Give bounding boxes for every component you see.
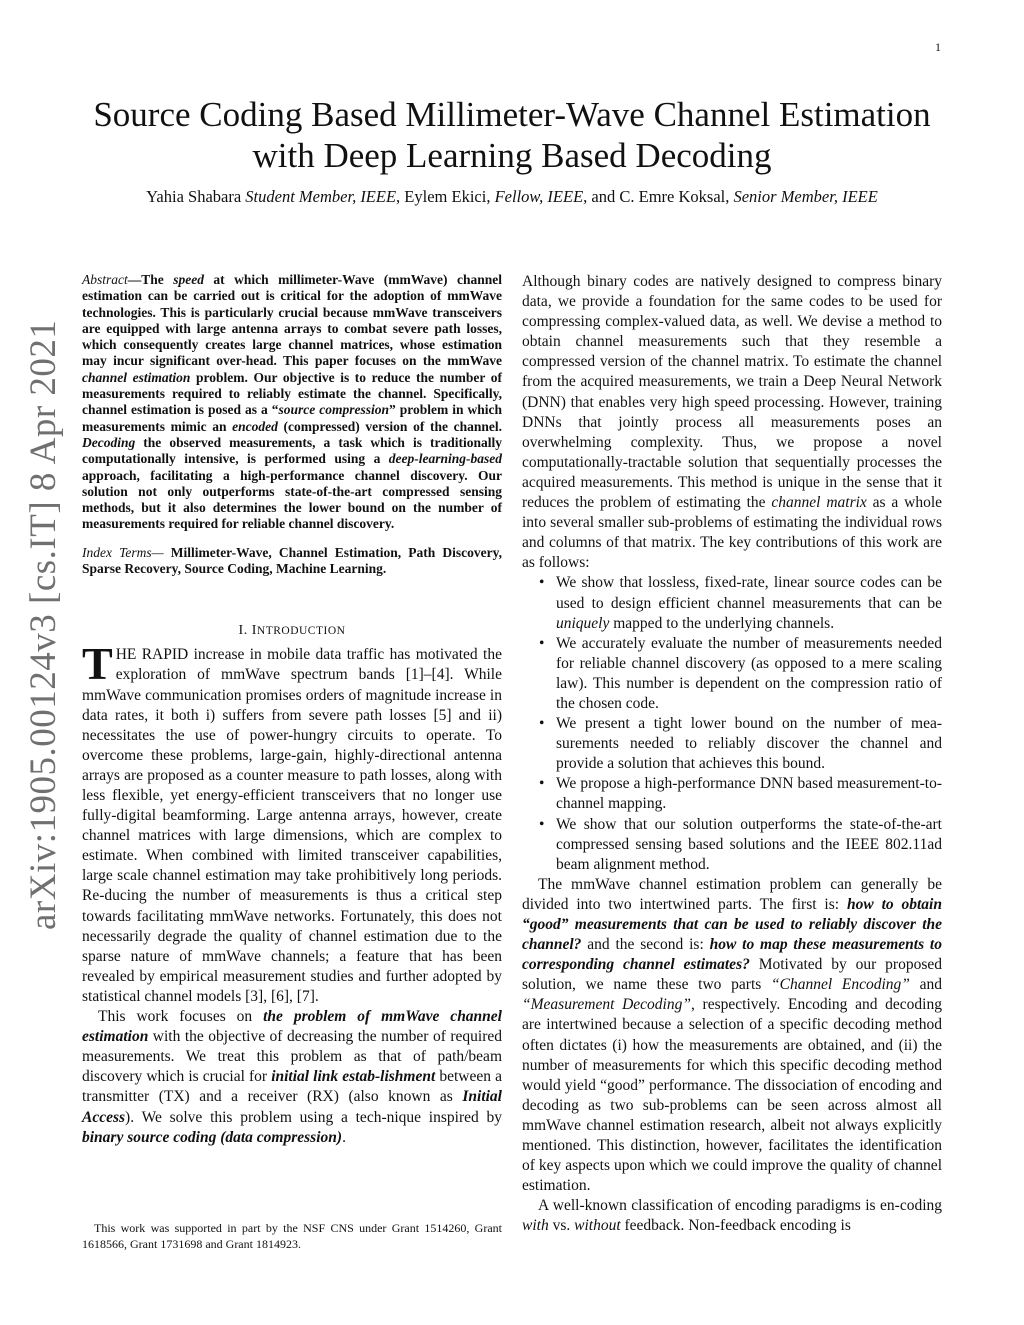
body-paragraph: A well-known classification of encoding paradigms is en-coding with vs. without feedback. Non-feedback encoding is bbox=[522, 1197, 942, 1235]
abstract-label: Abstract bbox=[82, 272, 128, 287]
list-item: • We show that lossless, fixed-rate, linear source codes can be used to design efficient channel measurements that can be uniquely mapped to the underlying channels. bbox=[539, 574, 942, 632]
index-terms-label: Index Terms— bbox=[82, 544, 164, 560]
contribution-list bbox=[522, 573, 942, 874]
bullet-icon: • bbox=[539, 775, 545, 793]
left-column bbox=[82, 272, 502, 1148]
intro-paragraph: THE RAPID increase in mobile data traffic has motivated the exploration of mmWave spectrum bands [1]–[4]. While mmWave communication promises orders of magnitude increase in data rates, it both i) suffers from severe path losses [5] and ii) necessitates the use of power-hungry circuits to operate. To overcome these problems, large-gain, highly-directional antenna arrays are proposed as a counter measure to path losses, along with less flexible, yet energy-efficient transceivers that no longer use fully-digital beamforming. Large antenna arrays, however, create channel matrices with large dimensions, which are complex to estimate. When combined with limited transceiver capabilities, large scale channel estimation may take prohibitively long periods. Re-ducing the number of measurements is thus a critical step towards facilitating mmWave networks. Fortunately, this does not necessarily degrade the quality of channel estimation due to the sparse nature of mmWave channels; a feature that has been revealed by empirical measurement studies and further adopted by statistical channel models [3], [6], [7]. bbox=[82, 638, 502, 1005]
list-item: • We accurately evaluate the number of measurements needed for reliable channel discovery (as opposed to a mere scaling law). This number is dependent on the compression ratio of the chosen code. bbox=[539, 634, 942, 712]
bullet-icon: • bbox=[539, 574, 545, 592]
list-item: • We show that our solution outperforms the state-of-the-art compressed sensing based solutions and the IEEE 802.11ad beam alignment method. bbox=[539, 815, 942, 873]
right-column bbox=[522, 272, 942, 1237]
paper-title: Source Coding Based Millimeter-Wave Channel Estimation with Deep Learning Based Decoding bbox=[93, 95, 931, 175]
list-item: • We present a tight lower bound on the number of mea-surements needed to reliably discover the channel and provide a solution that achieves this bound. bbox=[539, 715, 942, 773]
author-list bbox=[40, 187, 984, 207]
author-role: Senior Member, IEEE bbox=[733, 187, 878, 206]
body-paragraph: Although binary codes are natively designed to compress binary data, we provide a foundation for the same codes to be used for compressing complex-valued data, as well. We devise a method to obtain channel measurements such that they resemble a compressed version of the channel matrix. To estimate the channel from the acquired measurements, we train a Deep Neural Network (DNN) that enables very high speed processing. However, training DNNs that jointly process all measurements poses an overwhelming complexity. Thus, we propose a novel computationally-tractable solution that sequentially processes the acquired measurements. This method is unique in the sense that it reduces the problem of estimating the channel matrix as a whole into several smaller sub-problems of estimating the individual rows and columns of that matrix. The key contributions of this work are as follows: bbox=[522, 273, 942, 572]
author-name: , Eylem Ekici, bbox=[396, 187, 491, 206]
author-role: Fellow, IEEE bbox=[494, 187, 584, 206]
arxiv-stamp: arXiv:1905.00124v3 [cs.IT] 8 Apr 2021 bbox=[23, 319, 64, 930]
section-heading: I. INTRODUCTION bbox=[238, 623, 346, 639]
intro-paragraph: This work focuses on the problem of mmWave channel estimation with the objective of decreasing the number of required measurements. We treat this problem as that of path/beam discovery which is crucial for initial link estab-lishment between a transmitter (TX) and a receiver (RX) (also known as Initial Access). We solve this problem using a tech-nique inspired by binary source coding (data compression). bbox=[82, 1008, 502, 1146]
footnote: This work was supported in part by the NSF CNS under Grant 1514260, Grant 1618566, Grant 1731698 and Grant 1814923. bbox=[82, 1221, 502, 1251]
author-role: Student Member, IEEE bbox=[245, 187, 397, 206]
abstract: Abstract—The speed at which millimeter-Wave (mmWave) channel estimation can be carried out is critical for the adoption of mmWave technologies. This is particularly crucial because mmWave transceivers are equipped with large antenna arrays to combat severe path losses, which consequently creates large channel matrices, whose estimation may incur significant over-head. This paper focuses on the mmWave channel estimation problem. Our objective is to reduce the number of measurements required to reliably estimate the channel. Specifically, channel estimation is posed as a “source compression” problem in which measurements mimic an encoded (compressed) version of the channel. Decoding the observed measurements, a task which is traditionally computationally intensive, is performed using a deep-learning-based approach, facilitating a high-performance channel discovery. Our solution not only outperforms state-of-the-art compressed sensing methods, but it also determines the lower bound on the number of measurements required for reliable channel discovery. bbox=[82, 272, 502, 532]
page-number: 1 bbox=[935, 40, 941, 54]
drop-cap: T bbox=[82, 638, 113, 690]
list-item: • We propose a high-performance DNN based measurement-to-channel mapping. bbox=[539, 775, 942, 813]
body-paragraph: The mmWave channel estimation problem can generally be divided into two intertwined parts. The first is: how to obtain “good” measurements that can be used to reliably discover the channel? and the second is: how to map these measurements to corresponding channel estimates? Motivated by our proposed solution, we name these two parts “Channel Encoding” and “Measurement Decoding”, respectively. Encoding and decoding are intertwined because a selection of a specific decoding method often dictates (i) how the measurements are obtained, and (ii) the number of measurements for which this specific decoding method would yield “good” performance. The dissociation of encoding and decoding as two sub-problems can be seen across almost all mmWave channel estimation research, albeit not always explicitly mentioned. This distinction, however, facilitates the identification of key aspects upon which we could improve the quality of channel estimation. bbox=[522, 875, 942, 1195]
bullet-icon: • bbox=[539, 715, 545, 733]
bullet-icon: • bbox=[539, 634, 545, 652]
index-terms: Index Terms— Millimeter-Wave, Channel Estimation, Path Discovery, Sparse Recovery, Source Coding, Machine Learning. bbox=[82, 544, 502, 577]
author-name: , and C. Emre Koksal, bbox=[583, 187, 730, 206]
bullet-icon: • bbox=[539, 815, 545, 833]
author-name: Yahia Shabara bbox=[146, 187, 242, 206]
